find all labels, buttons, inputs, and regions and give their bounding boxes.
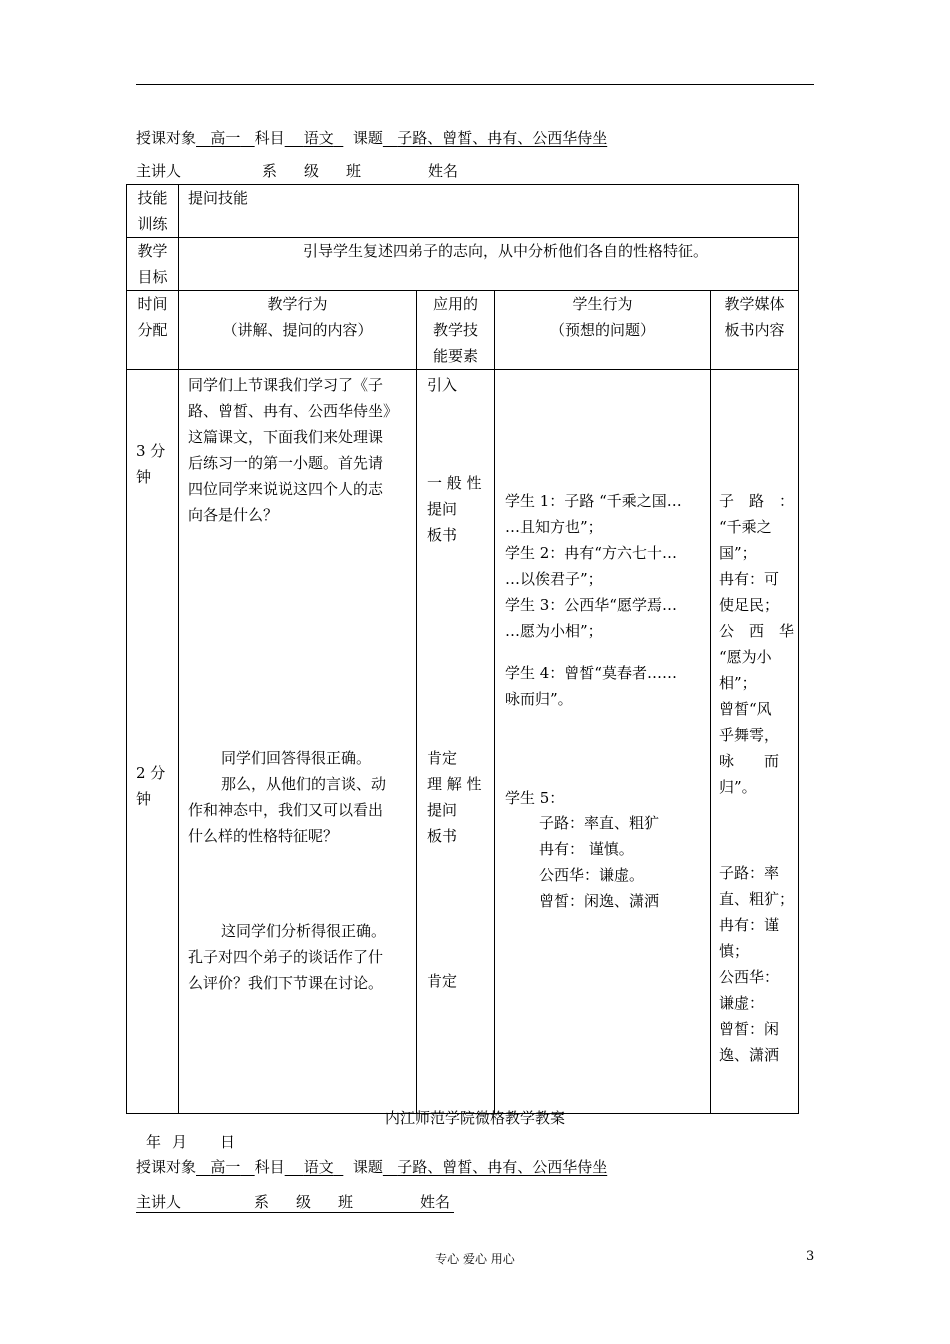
skill-block-1: 引入 [427, 376, 458, 394]
col-media-header: 教学媒体 板书内容 [711, 291, 799, 370]
teacher-paragraph-3: 这同学们分析得很正确。 孔子对四个弟子的谈话作了什 么评价？我们下节课在讨论。 [188, 922, 387, 992]
teacher-cell [179, 370, 417, 1114]
subject-label: 科目 [254, 129, 285, 147]
audience-value: 高一 [210, 129, 241, 147]
skill-label-cell: 技能 训练 [127, 185, 179, 238]
col-skill-header: 应用的 教学技 能要素 [417, 291, 495, 370]
year-label: 年 [146, 1133, 162, 1151]
skill-block-3: 肯定 理 解 性 提问 板书 [427, 749, 482, 845]
header-row-2 [136, 159, 466, 183]
col-time-header: 时间 分配 [127, 291, 179, 370]
teacher-paragraph-2: 同学们回答得很正确。 那么，从他们的言谈、动 作和神态中，我们又可以看出 什么样的性格特征呢？ [188, 749, 387, 845]
topic-label: 课题 [352, 129, 383, 147]
student-block-4: 子路：率直、粗犷 冉有： 谨慎。 公西华：谦虚。 曾皙：闲逸、潇洒 [539, 814, 660, 910]
time-block-1: 3 分 钟 [136, 442, 166, 486]
footer-motto: 专心 爱心 用心 [435, 1252, 515, 1266]
content-row [127, 370, 799, 1114]
teacher-paragraph-1: 同学们上节课我们学习了《子 路、曾皙、冉有、公西华侍坐》 这篇课文，下面我们来处理课 后练习一的第一小题。首先请 四位同学来说说这四个人的志 向各是什么？ [188, 376, 399, 524]
time-block-2: 2 分 钟 [136, 764, 166, 808]
grade-label: 级 [304, 162, 320, 180]
skill-row [127, 185, 799, 238]
media-block-2: 子路：率 直、粗犷； 冉有：谨 慎； 公西华： 谦虚： 曾皙：闲 逸、潇洒 [719, 864, 795, 1064]
header-row-1-repeat: 授课对象 高一 科目 语文 课题 子路、曾皙、冉有、公西华侍坐 [136, 1158, 608, 1176]
name-label: 姓名 [428, 162, 459, 180]
school-title: 内江师范学院微格教学教案 [384, 1109, 565, 1127]
top-rule [136, 84, 814, 85]
media-cell [711, 370, 799, 1114]
skill-value: 提问技能 [179, 185, 799, 238]
class-label: 班 [346, 162, 362, 180]
topic-value: 子路、曾皙、冉有、公西华侍坐 [397, 129, 608, 147]
day-label: 日 [220, 1133, 236, 1151]
skill-block-4: 肯定 [427, 972, 458, 990]
goal-label-cell: 教学 目标 [127, 238, 179, 291]
dept-label: 系 [262, 162, 278, 180]
subject-value: 语文 [303, 129, 334, 147]
lesson-plan-table [126, 184, 799, 1114]
skill-cell [417, 370, 495, 1114]
date-line [146, 1130, 266, 1154]
header-row-2-repeat: 主讲人 系 级 班 姓名 [136, 1190, 456, 1214]
goal-row [127, 238, 799, 291]
page-number: 3 [806, 1249, 815, 1264]
header-row-1 [136, 126, 607, 151]
time-cell [127, 370, 179, 1114]
col-teacher-header: 教学行为 （讲解、提问的内容） [179, 291, 417, 370]
lecturer-label: 主讲人 [136, 162, 182, 180]
student-block-1: 学生 1：子路 “千乘之国… …且知方也”； 学生 2：冉有“方六七十… …以俟君子”； 学生 3：公西华“愿学焉… …愿为小相”； [505, 492, 682, 640]
student-block-2: 学生 4：曾皙“莫春者…… 咏而归”。 [505, 664, 677, 708]
month-label: 月 [172, 1133, 188, 1151]
media-block-1: 子 路 ： “千乘之 国”； 冉有：可 使足民； 公 西 华 “愿为小 相”； 曾皙“风 乎舞雩， 咏 而 归”。 [719, 492, 795, 796]
student-block-3: 学生 5： [505, 789, 565, 807]
audience-label: 授课对象 [136, 129, 197, 147]
column-header-row [127, 291, 799, 370]
skill-block-2: 一 般 性 提问 板书 [427, 474, 482, 544]
col-student-header: 学生行为 （预想的问题） [495, 291, 711, 370]
goal-value: 引导学生复述四弟子的志向，从中分析他们各自的性格特征。 [179, 238, 799, 291]
student-cell [495, 370, 711, 1114]
